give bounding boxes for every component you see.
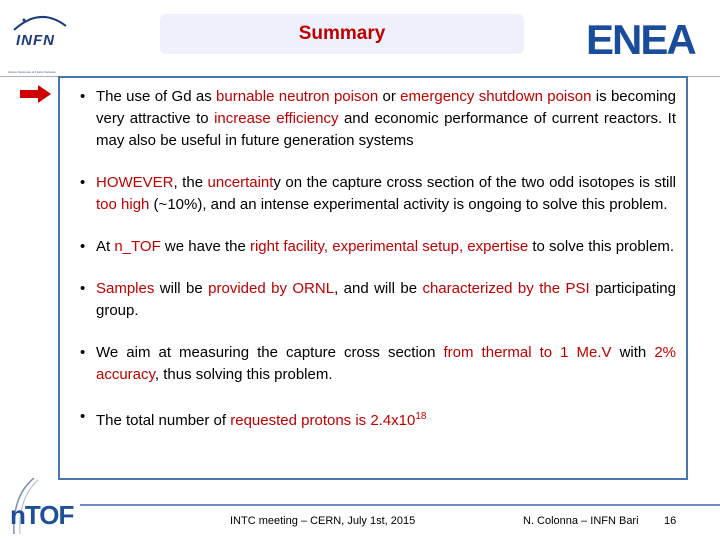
exponent-text: 18 (415, 411, 427, 422)
content-box (58, 76, 688, 480)
red-arrow-icon (18, 84, 52, 104)
highlight-text: provided by ORNL (208, 280, 335, 297)
bullet-text: We aim at measuring the capture cross section (96, 344, 444, 361)
title-box (160, 14, 524, 54)
highlight-text: Samples (96, 280, 155, 297)
bullet-dot: • (80, 280, 86, 297)
bullet-dot: • (80, 238, 86, 255)
highlight-text: increase efficiency (214, 110, 339, 127)
highlight-text: too high (96, 196, 150, 213)
bullet-text: will be (154, 280, 209, 297)
bullet-text: or (378, 88, 401, 105)
bullet-dot: • (80, 408, 86, 425)
bullet-text: , the (173, 174, 208, 191)
infn-logo-text: INFN (16, 32, 55, 49)
infn-logo (4, 4, 76, 74)
bullet-text: is becoming very attractive to (96, 88, 676, 127)
bullet-text: to solve this problem. (528, 238, 675, 255)
bullet-dot: • (80, 88, 86, 105)
highlight-text: requested protons is 2.4x10 (230, 412, 416, 429)
bullet-item-2 (80, 172, 676, 216)
bullet-text: participating group. (96, 280, 676, 319)
highlight-text: uncertaint (207, 174, 274, 191)
bullet-text: and economic performance of current reactors. It may also be useful in future generation systems (96, 110, 677, 149)
bullet-text: (~10%), and an intense experimental activity is ongoing to solve this problem. (149, 196, 668, 213)
footer-author: N. Colonna – INFN Bari (523, 515, 639, 527)
bullet-item-3 (80, 236, 676, 258)
bullet-text: with (611, 344, 655, 361)
bullet-text: The total number of (96, 412, 231, 429)
bullet-item-4 (80, 278, 676, 322)
bullet-item-5 (80, 342, 676, 386)
infn-arc-icon (10, 12, 70, 32)
highlight-text: burnable neutron poison (216, 88, 379, 105)
bullet-item-1 (80, 86, 676, 152)
highlight-text: emergency shutdown poison (400, 88, 592, 105)
footer-divider (80, 504, 720, 506)
highlight-text: characterized by the PSI (422, 280, 590, 297)
highlight-text: right facility, experimental setup, expertise (249, 238, 529, 255)
ntof-logo: nTOF (10, 500, 74, 530)
bullet-text: At (96, 238, 115, 255)
bullet-text: The use of Gd as (96, 88, 217, 105)
bullet-text: , and will be (334, 280, 423, 297)
bullet-dot: • (80, 344, 86, 361)
highlight-text: from thermal to 1 Me.V (443, 344, 612, 361)
enea-logo (586, 16, 712, 60)
infn-logo-subtitle: Istituto Nazionale di Fisica Nucleare (8, 70, 56, 74)
highlight-text: n_TOF (114, 238, 161, 255)
bullet-dot: • (80, 174, 86, 191)
page-number: 16 (664, 515, 677, 527)
bullet-item-6 (80, 406, 676, 432)
page-title: Summary (298, 23, 386, 44)
highlight-text: 2% accuracy (96, 344, 677, 383)
bullet-text: , thus solving this problem. (154, 366, 333, 383)
footer-meeting: INTC meeting – CERN, July 1st, 2015 (230, 515, 416, 527)
highlight-text: HOWEVER (96, 174, 174, 191)
bullet-text: y on the capture cross section of the two odd isotopes is still (273, 174, 676, 191)
bullet-text: we have the (160, 238, 250, 255)
enea-logo-text: ENEA (586, 16, 695, 60)
